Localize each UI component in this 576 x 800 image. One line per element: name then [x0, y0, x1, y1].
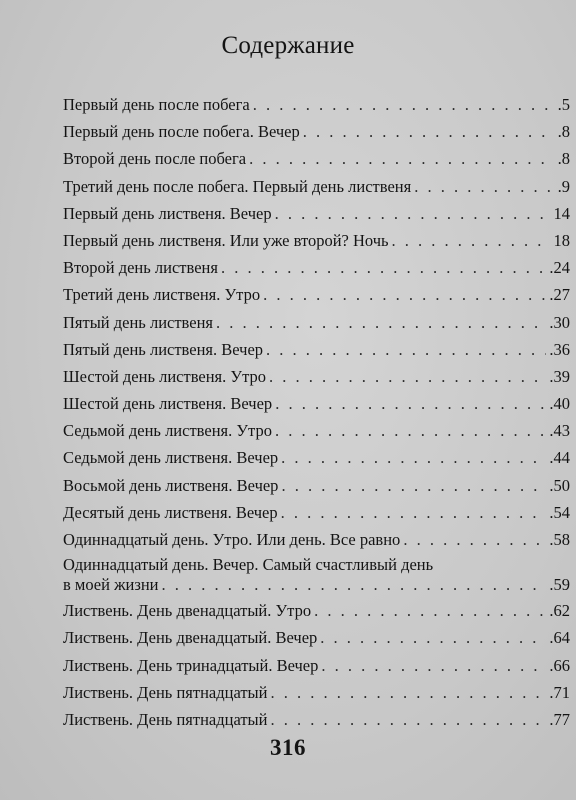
toc-entry-page: .40	[549, 394, 570, 414]
dot-leader	[414, 176, 554, 198]
dot-leader	[275, 203, 551, 225]
toc-entry-title: Пятый день лиственя	[63, 312, 213, 332]
toc-entry	[63, 420, 570, 447]
toc-entry-page: .27	[549, 285, 570, 305]
toc-entry-title: Третий день после побега. Первый день лиственя	[63, 176, 412, 196]
toc-entry	[63, 627, 570, 654]
toc-entry	[63, 502, 570, 529]
dot-leader	[275, 420, 546, 442]
dot-leader	[303, 121, 555, 143]
toc-entry	[63, 94, 570, 121]
toc-entry-title: Второй день лиственя	[63, 258, 218, 278]
toc-entry-page: .77	[549, 709, 570, 729]
dot-leader	[281, 475, 546, 497]
toc-entry	[63, 655, 570, 682]
toc-entry-page: .24	[549, 258, 570, 278]
toc-entry-title: Первый день после побега	[63, 95, 250, 114]
toc-entry-page: .8	[557, 122, 570, 142]
toc-entry-title: Шестой день лиственя. Вечер	[63, 394, 273, 414]
toc-entry-page: .9	[557, 176, 570, 196]
toc-entry-page: .58	[549, 530, 570, 549]
toc-entry	[63, 203, 570, 230]
dot-leader	[321, 655, 546, 677]
toc-entry	[63, 366, 570, 393]
toc-entry-page: .71	[549, 682, 570, 702]
toc-entry-title: Листвень. День двенадцатый. Утро	[63, 601, 312, 621]
dot-leader	[221, 257, 546, 279]
toc-entry	[63, 556, 570, 600]
toc-entry-page: .62	[549, 601, 570, 621]
dot-leader	[263, 284, 546, 306]
dot-leader	[275, 393, 546, 415]
toc-entry-page: .50	[549, 475, 570, 495]
toc-entry-title: Шестой день лиственя. Утро	[63, 366, 266, 386]
toc-entry-title: Листвень. День пятнадцатый	[63, 682, 268, 702]
toc-entry-title: Одиннадцатый день. Утро. Или день. Все равно	[63, 530, 401, 549]
toc-entry-title: Седьмой день лиственя. Вечер	[63, 448, 279, 468]
toc-entry-title: Третий день лиственя. Утро	[63, 285, 261, 305]
dot-leader	[403, 529, 546, 551]
dot-leader	[281, 502, 547, 524]
toc-entry-title: Первый день лиственя. Вечер	[63, 203, 272, 223]
toc-entry-title-line1: Одиннадцатый день. Вечер. Самый счастливый день	[63, 555, 434, 575]
toc-entry	[63, 339, 570, 366]
toc-entry-title: в моей жизни	[63, 575, 159, 595]
toc-entry-page: .30	[549, 312, 570, 332]
toc-entry-page: .64	[549, 628, 570, 648]
toc-entry	[63, 600, 570, 627]
toc-entry-title: Второй день после побега	[63, 149, 247, 169]
toc-entry-page: 18	[553, 230, 570, 250]
dot-leader	[270, 709, 546, 731]
toc-entry	[63, 148, 570, 175]
dot-leader	[249, 148, 555, 170]
toc-entry-title: Листвень. День пятнадцатый	[63, 709, 268, 729]
dot-leader	[216, 312, 546, 334]
dot-leader	[314, 600, 546, 622]
table-of-contents	[63, 94, 570, 736]
toc-entry-page: 14	[553, 203, 570, 223]
toc-entry	[63, 121, 570, 148]
toc-entry-title: Листвень. День двенадцатый. Вечер	[63, 628, 318, 648]
toc-entry-page: .44	[549, 448, 570, 468]
toc-entry	[63, 393, 570, 420]
page-number: 316	[270, 735, 306, 760]
dot-leader	[270, 682, 546, 704]
toc-entry	[63, 176, 570, 203]
toc-entry	[63, 475, 570, 502]
toc-entry-page: .5	[557, 95, 570, 114]
toc-entry	[63, 447, 570, 474]
toc-entry	[63, 312, 570, 339]
toc-entry-title: Седьмой день лиственя. Утро	[63, 421, 272, 441]
dot-leader	[266, 339, 546, 361]
toc-entry-title: Первый день после побега. Вечер	[63, 122, 300, 142]
toc-entry-title: Листвень. День тринадцатый. Вечер	[63, 655, 319, 675]
toc-entry-title: Первый день лиственя. Или уже второй? Ночь	[63, 230, 389, 250]
toc-entry	[63, 529, 570, 556]
toc-entry-page: .8	[557, 149, 570, 169]
dot-leader	[392, 230, 551, 252]
toc-entry	[63, 682, 570, 709]
toc-entry-page: .59	[549, 575, 570, 595]
toc-entry	[63, 257, 570, 284]
dot-leader	[281, 447, 546, 469]
toc-entry	[63, 230, 570, 257]
toc-entry-page: .43	[549, 421, 570, 441]
toc-entry-page: .66	[549, 655, 570, 675]
dot-leader	[269, 366, 546, 388]
toc-entry-title: Десятый день лиственя. Вечер	[63, 502, 278, 522]
dot-leader	[162, 574, 547, 596]
toc-entry-title: Восьмой день лиственя. Вечер	[63, 475, 279, 495]
toc-entry-page: .39	[549, 366, 570, 386]
page-title: Содержание	[221, 32, 355, 59]
toc-entry	[63, 284, 570, 311]
toc-entry-title: Пятый день лиственя. Вечер	[63, 339, 264, 359]
toc-entry	[63, 709, 570, 736]
toc-entry-page: .54	[549, 502, 570, 522]
dot-leader	[320, 627, 546, 649]
toc-entry-page: .36	[549, 339, 570, 359]
dot-leader	[253, 94, 555, 116]
